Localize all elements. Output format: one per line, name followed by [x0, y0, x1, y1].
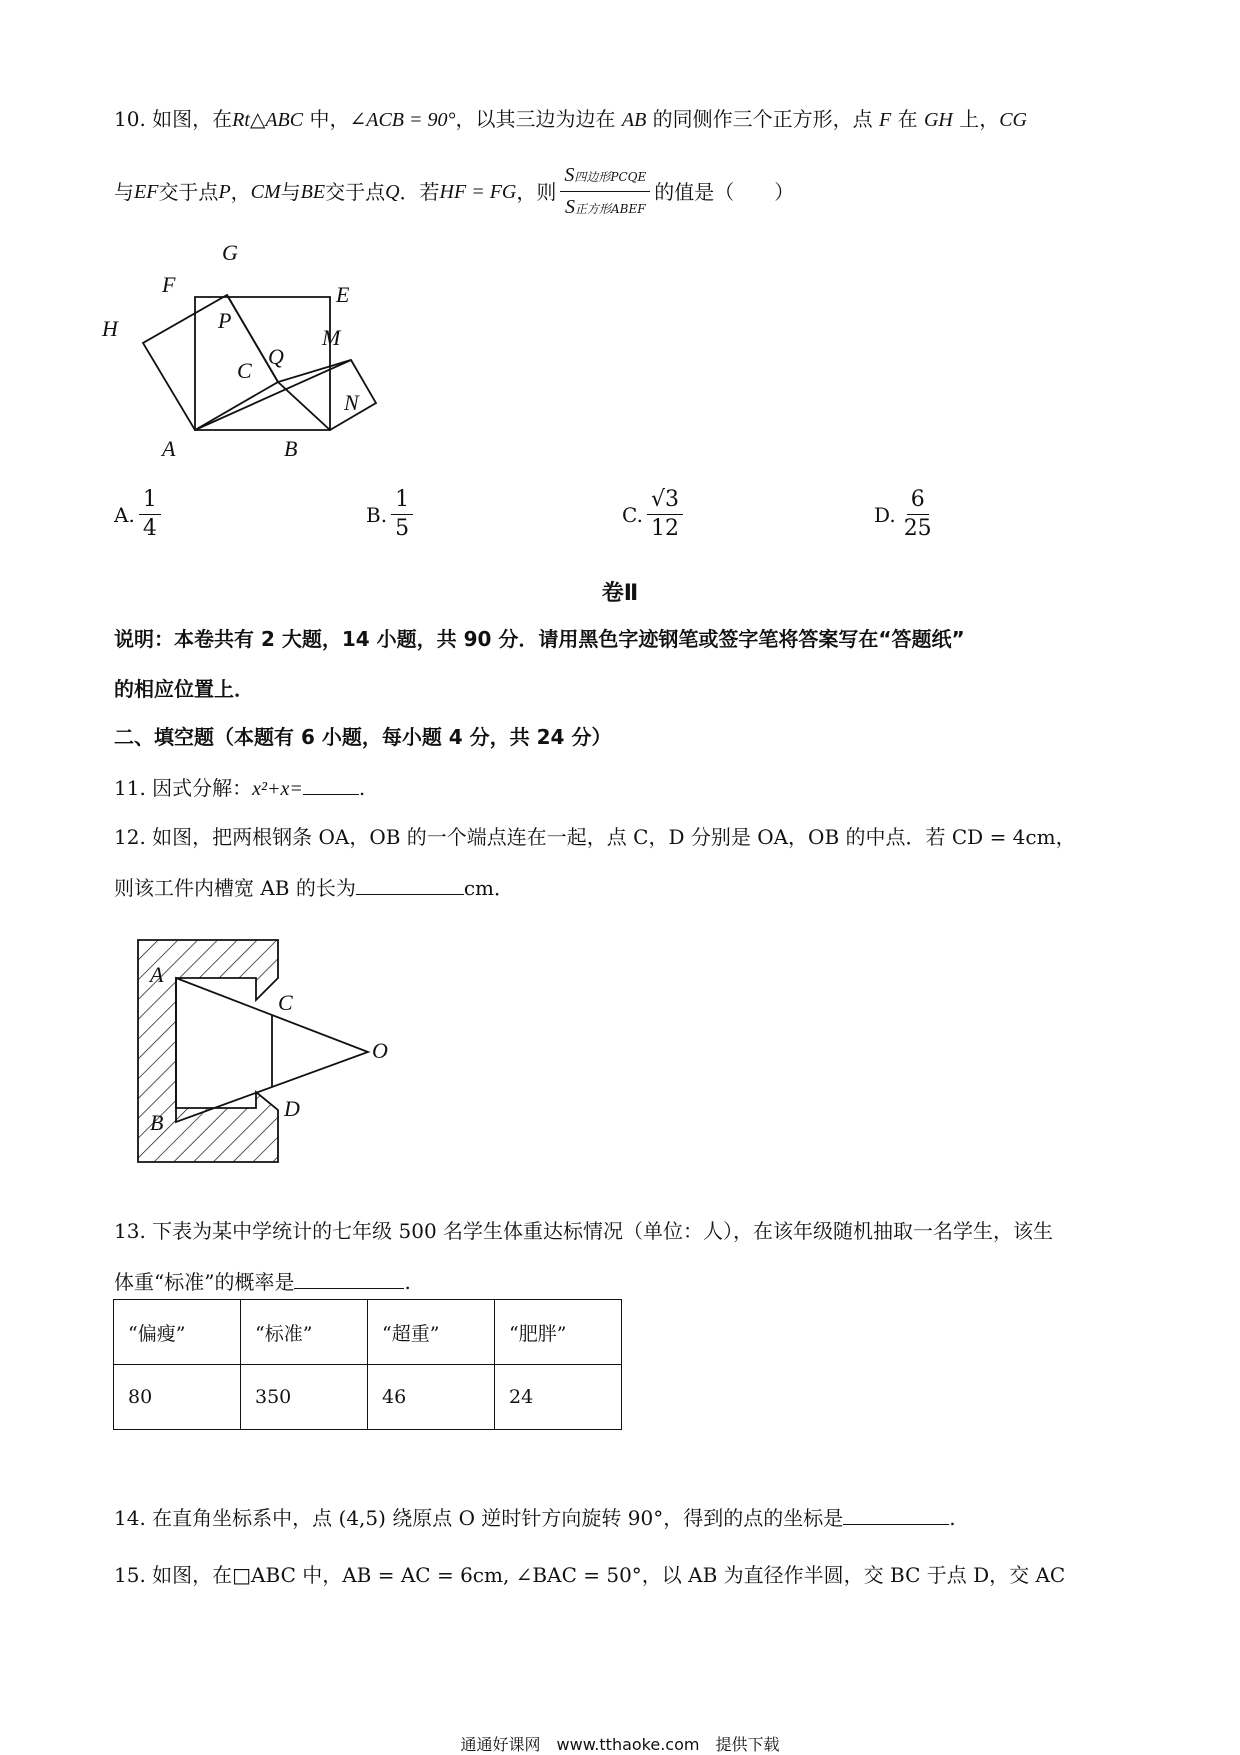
option-b[interactable]: B. $\frac{1}{5}$	[366, 486, 417, 543]
label-n: N	[344, 390, 359, 415]
label-g: G	[222, 240, 238, 265]
q12-groove-figure	[128, 930, 408, 1180]
table-header-cell: “肥胖”	[495, 1300, 622, 1365]
q10-line1: 10. 如图，在Rt△ABC 中，∠ACB = 90°，以其三边为边在 AB 的同侧作三个正方形，点 F 在 GH 上，CG	[114, 107, 1027, 131]
label-b: B	[150, 1110, 164, 1135]
label-o: O	[372, 1038, 388, 1063]
q12-line2: 则该工件内槽宽 AB 的长为 cm．	[114, 872, 514, 903]
q10-squares-figure	[100, 240, 440, 470]
page-footer: 通通好课网 www.tthaoke.com 提供下载	[460, 1735, 780, 1754]
q15: 15. 如图，在□ABC 中，AB = AC = 6cm, ∠BAC = 50°，以 AB 为直径作半圆，交 BC 于点 D，交 AC	[114, 1563, 1066, 1587]
label-a: A	[150, 962, 164, 987]
label-p: P	[218, 308, 232, 333]
table-header-cell: “偏瘦”	[114, 1300, 241, 1365]
line-am	[195, 360, 351, 430]
section-note-line2: 的相应位置上．	[114, 677, 254, 701]
weight-table	[113, 1299, 622, 1430]
option-a[interactable]: A. $\frac{1}{4}$	[114, 486, 165, 543]
q13-line1: 13. 下表为某中学统计的七年级 500 名学生体重达标情况（单位：人），在该年级随机抽取一名学生，该生	[114, 1219, 1054, 1243]
q11: 11. 因式分解：x²+x= .	[114, 772, 365, 804]
label-f: F	[162, 272, 176, 297]
table-header-cell: “标准”	[241, 1300, 368, 1365]
table-row	[114, 1365, 622, 1430]
label-m: M	[322, 325, 341, 350]
q13-line2: 体重“标准”的概率是 .	[114, 1266, 411, 1297]
section-note-line1: 说明：本卷共有 2 大题，14 小题，共 90 分．请用黑色字迹钢笔或签字笔将答案写在“答题纸”	[114, 627, 965, 651]
label-c: C	[278, 990, 293, 1015]
table-header-cell: “超重”	[368, 1300, 495, 1365]
part-title: 二、填空题（本题有 6 小题，每小题 4 分，共 24 分）	[114, 725, 612, 749]
q13-answer-blank[interactable]	[294, 1266, 404, 1289]
q12-answer-blank[interactable]	[356, 872, 464, 895]
table-header-row	[114, 1300, 622, 1365]
q11-answer-blank[interactable]	[303, 772, 359, 795]
label-c: C	[237, 358, 252, 383]
option-c[interactable]: C. $\frac{√3}{12}$	[622, 486, 687, 543]
q10-line2: 与 EF 交于点 P ， CM 与 BE 交于点 Q ．若 HF = FG ，则 $\frac{\text{S四边形PCQE}}{\text{S正方形ABEF}}$ 的值是（ ）	[114, 160, 794, 223]
label-q: Q	[268, 344, 284, 369]
label-h: H	[102, 316, 118, 341]
label-e: E	[336, 282, 350, 307]
table-cell: 46	[368, 1365, 495, 1430]
label-a: A	[162, 436, 176, 461]
label-d: D	[284, 1096, 300, 1121]
q14: 14. 在直角坐标系中，点 (4,5) 绕原点 O 逆时针方向旋转 90°，得到的点的坐标是 .	[114, 1502, 956, 1533]
q14-answer-blank[interactable]	[843, 1502, 949, 1525]
table-cell: 80	[114, 1365, 241, 1430]
table-cell: 24	[495, 1365, 622, 1430]
option-d[interactable]: D. $\frac{6}{25}$	[874, 487, 932, 541]
area-ratio-fraction: $\frac{\text{S四边形PCQE}}{\text{S正方形ABEF}}$	[560, 160, 650, 223]
section-title: 卷Ⅱ	[601, 581, 639, 606]
label-b: B	[284, 436, 298, 461]
square-acgh	[143, 295, 278, 430]
square-abef	[195, 297, 330, 430]
q12-line1: 12. 如图，把两根钢条 OA，OB 的一个端点连在一起，点 C，D 分别是 OA，OB 的中点．若 CD = 4cm，	[114, 825, 1076, 849]
table-cell: 350	[241, 1365, 368, 1430]
